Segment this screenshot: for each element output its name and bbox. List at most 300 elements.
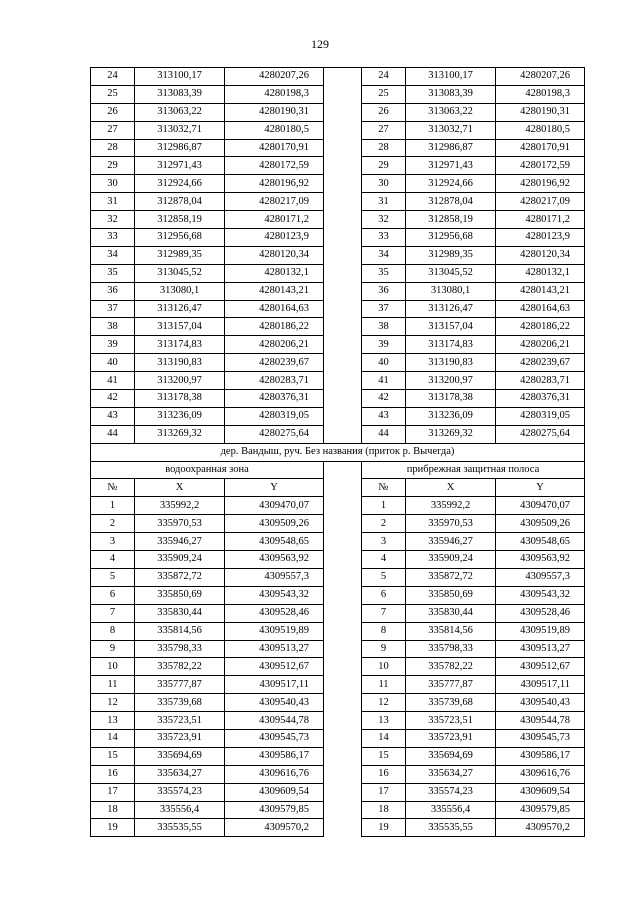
- right-point-number: 24: [362, 68, 406, 86]
- left-y-value: 4280186,22: [225, 318, 324, 336]
- right-x-value: 335830,44: [406, 604, 496, 622]
- table-row: [91, 157, 585, 175]
- left-y-value: 4309513,27: [225, 640, 324, 658]
- left-point-number: 5: [91, 568, 135, 586]
- right-x-value: 335992,2: [406, 497, 496, 515]
- right-point-number: 17: [362, 783, 406, 801]
- left-x-value: 335872,72: [135, 568, 225, 586]
- left-point-number: 43: [91, 407, 135, 425]
- column-gap: [324, 479, 362, 497]
- left-x-value: 312956,68: [135, 229, 225, 247]
- left-point-number: 38: [91, 318, 135, 336]
- left-x-value: 313100,17: [135, 68, 225, 86]
- left-x-value: 335535,55: [135, 819, 225, 837]
- right-x-value: 335814,56: [406, 622, 496, 640]
- table-row: [91, 121, 585, 139]
- right-x-value: 313236,09: [406, 407, 496, 425]
- right-point-number: 11: [362, 676, 406, 694]
- right-x-value: 335777,87: [406, 676, 496, 694]
- right-point-number: 39: [362, 336, 406, 354]
- right-x-value: 335574,23: [406, 783, 496, 801]
- column-gap: [324, 157, 362, 175]
- table-row: [91, 229, 585, 247]
- right-point-number: 38: [362, 318, 406, 336]
- column-gap: [324, 658, 362, 676]
- right-point-number: 3: [362, 533, 406, 551]
- column-gap: [324, 425, 362, 443]
- left-y-value: 4309517,11: [225, 676, 324, 694]
- left-x-value: 335723,91: [135, 729, 225, 747]
- right-zone-title: прибрежная защитная полоса: [362, 461, 585, 479]
- table-row: [91, 551, 585, 569]
- table-row: [91, 604, 585, 622]
- right-x-value: 313032,71: [406, 121, 496, 139]
- right-y-value: 4280172,59: [496, 157, 585, 175]
- right-y-value: 4280239,67: [496, 354, 585, 372]
- right-y-value: 4280206,21: [496, 336, 585, 354]
- right-y-value: 4309517,11: [496, 676, 585, 694]
- left-point-number: 24: [91, 68, 135, 86]
- right-point-number: 5: [362, 568, 406, 586]
- right-y-value: 4309470,07: [496, 497, 585, 515]
- left-y-value: 4309609,54: [225, 783, 324, 801]
- left-y-value: 4309512,67: [225, 658, 324, 676]
- left-x-value: 312986,87: [135, 139, 225, 157]
- table-body-top: [91, 68, 585, 444]
- right-y-value: 4280180,5: [496, 121, 585, 139]
- left-point-number: 2: [91, 515, 135, 533]
- right-point-number: 18: [362, 801, 406, 819]
- left-point-number: 39: [91, 336, 135, 354]
- right-x-value: 312989,35: [406, 246, 496, 264]
- column-gap: [324, 211, 362, 229]
- table-row: [91, 819, 585, 837]
- right-point-number: 34: [362, 246, 406, 264]
- right-y-value: 4280190,31: [496, 103, 585, 121]
- left-y-value: 4309586,17: [225, 747, 324, 765]
- left-y-value: 4309544,78: [225, 712, 324, 730]
- coordinates-table: [90, 67, 585, 837]
- left-x-value: 335723,51: [135, 712, 225, 730]
- table-row: [91, 336, 585, 354]
- right-y-value: 4309557,3: [496, 568, 585, 586]
- right-y-value: 4309545,73: [496, 729, 585, 747]
- left-y-value: 4309519,89: [225, 622, 324, 640]
- left-x-value: 312858,19: [135, 211, 225, 229]
- left-point-number: 7: [91, 604, 135, 622]
- left-point-number: 10: [91, 658, 135, 676]
- left-x-value: 313080,1: [135, 282, 225, 300]
- left-point-number: 15: [91, 747, 135, 765]
- column-gap: [324, 372, 362, 390]
- right-point-number: 2: [362, 515, 406, 533]
- table-body-bottom: [91, 497, 585, 837]
- right-y-value: 4280217,09: [496, 193, 585, 211]
- right-y-value: 4280120,34: [496, 246, 585, 264]
- column-gap: [324, 246, 362, 264]
- right-x-value: 312878,04: [406, 193, 496, 211]
- column-gap: [324, 783, 362, 801]
- left-x-value: 313178,38: [135, 390, 225, 408]
- left-point-number: 31: [91, 193, 135, 211]
- left-point-number: 36: [91, 282, 135, 300]
- left-x-value: 313200,97: [135, 372, 225, 390]
- left-y-value: 4309528,46: [225, 604, 324, 622]
- right-y-value: 4280164,63: [496, 300, 585, 318]
- right-x-value: 312924,66: [406, 175, 496, 193]
- column-gap: [324, 765, 362, 783]
- left-x-value: 335777,87: [135, 676, 225, 694]
- table-row: [91, 407, 585, 425]
- table-row: [91, 765, 585, 783]
- column-gap: [324, 533, 362, 551]
- table-row: [91, 568, 585, 586]
- left-y-value: 4280171,2: [225, 211, 324, 229]
- column-gap: [324, 747, 362, 765]
- left-x-value: 335814,56: [135, 622, 225, 640]
- left-x-value: 313269,32: [135, 425, 225, 443]
- left-y-value: 4309579,85: [225, 801, 324, 819]
- left-y-value: 4280319,05: [225, 407, 324, 425]
- right-x-value: 313080,1: [406, 282, 496, 300]
- right-y-value: 4280376,31: [496, 390, 585, 408]
- left-x-value: 335782,22: [135, 658, 225, 676]
- column-gap: [324, 568, 362, 586]
- right-point-number: 26: [362, 103, 406, 121]
- table-row: [91, 193, 585, 211]
- right-x-value: 313190,83: [406, 354, 496, 372]
- left-x-value: 335830,44: [135, 604, 225, 622]
- page-number: 129: [311, 37, 329, 51]
- right-y-value: 4280196,92: [496, 175, 585, 193]
- column-header-number: №: [362, 479, 406, 497]
- right-point-number: 35: [362, 264, 406, 282]
- left-point-number: 33: [91, 229, 135, 247]
- column-gap: [324, 390, 362, 408]
- column-gap: [324, 103, 362, 121]
- left-point-number: 25: [91, 85, 135, 103]
- right-point-number: 42: [362, 390, 406, 408]
- right-x-value: 313269,32: [406, 425, 496, 443]
- right-x-value: 313045,52: [406, 264, 496, 282]
- right-y-value: 4280283,71: [496, 372, 585, 390]
- left-point-number: 1: [91, 497, 135, 515]
- left-point-number: 27: [91, 121, 135, 139]
- right-y-value: 4309586,17: [496, 747, 585, 765]
- right-x-value: 312858,19: [406, 211, 496, 229]
- column-header-y: Y: [225, 479, 324, 497]
- column-gap: [324, 586, 362, 604]
- left-x-value: 335556,4: [135, 801, 225, 819]
- right-y-value: 4280143,21: [496, 282, 585, 300]
- right-point-number: 27: [362, 121, 406, 139]
- left-y-value: 4280198,3: [225, 85, 324, 103]
- left-x-value: 335739,68: [135, 694, 225, 712]
- left-y-value: 4309548,65: [225, 533, 324, 551]
- left-point-number: 8: [91, 622, 135, 640]
- right-x-value: 335850,69: [406, 586, 496, 604]
- left-x-value: 335946,27: [135, 533, 225, 551]
- column-gap: [324, 229, 362, 247]
- left-x-value: 313126,47: [135, 300, 225, 318]
- left-x-value: 312878,04: [135, 193, 225, 211]
- column-gap: [324, 461, 362, 479]
- right-y-value: 4309616,76: [496, 765, 585, 783]
- right-y-value: 4280171,2: [496, 211, 585, 229]
- right-x-value: 335723,91: [406, 729, 496, 747]
- right-point-number: 12: [362, 694, 406, 712]
- left-x-value: 335634,27: [135, 765, 225, 783]
- right-x-value: 335535,55: [406, 819, 496, 837]
- right-y-value: 4309544,78: [496, 712, 585, 730]
- right-point-number: 41: [362, 372, 406, 390]
- right-y-value: 4309519,89: [496, 622, 585, 640]
- column-gap: [324, 300, 362, 318]
- section-header: [91, 443, 585, 497]
- table-row: [91, 729, 585, 747]
- table-row: [91, 712, 585, 730]
- left-x-value: 335694,69: [135, 747, 225, 765]
- left-point-number: 29: [91, 157, 135, 175]
- left-point-number: 28: [91, 139, 135, 157]
- table-row: [91, 676, 585, 694]
- table-row: [91, 694, 585, 712]
- right-y-value: 4280186,22: [496, 318, 585, 336]
- table-row: [91, 68, 585, 86]
- left-y-value: 4309509,26: [225, 515, 324, 533]
- table-row: [91, 318, 585, 336]
- right-x-value: 313178,38: [406, 390, 496, 408]
- table-row: [91, 246, 585, 264]
- right-x-value: 335872,72: [406, 568, 496, 586]
- left-x-value: 313045,52: [135, 264, 225, 282]
- table-row: [91, 586, 585, 604]
- left-y-value: 4280206,21: [225, 336, 324, 354]
- table-row: [91, 103, 585, 121]
- column-gap: [324, 85, 362, 103]
- table-row: [91, 175, 585, 193]
- left-point-number: 42: [91, 390, 135, 408]
- table-row: [91, 282, 585, 300]
- right-y-value: 4309513,27: [496, 640, 585, 658]
- left-y-value: 4280123,9: [225, 229, 324, 247]
- table-row: [91, 372, 585, 390]
- left-point-number: 14: [91, 729, 135, 747]
- left-point-number: 19: [91, 819, 135, 837]
- column-gap: [324, 604, 362, 622]
- right-point-number: 33: [362, 229, 406, 247]
- column-gap: [324, 694, 362, 712]
- left-y-value: 4309543,32: [225, 586, 324, 604]
- column-gap: [324, 640, 362, 658]
- right-y-value: 4309543,32: [496, 586, 585, 604]
- table-row: [91, 354, 585, 372]
- column-gap: [324, 139, 362, 157]
- right-point-number: 7: [362, 604, 406, 622]
- left-point-number: 13: [91, 712, 135, 730]
- column-gap: [324, 282, 362, 300]
- table-row: [91, 515, 585, 533]
- column-gap: [324, 264, 362, 282]
- right-x-value: 313100,17: [406, 68, 496, 86]
- left-point-number: 35: [91, 264, 135, 282]
- column-gap: [324, 729, 362, 747]
- right-x-value: 335909,24: [406, 551, 496, 569]
- left-x-value: 313083,39: [135, 85, 225, 103]
- left-zone-title: водоохранная зона: [91, 461, 324, 479]
- right-point-number: 9: [362, 640, 406, 658]
- left-y-value: 4280132,1: [225, 264, 324, 282]
- table-row: [91, 139, 585, 157]
- left-point-number: 12: [91, 694, 135, 712]
- right-x-value: 335970,53: [406, 515, 496, 533]
- table-row: [91, 801, 585, 819]
- left-x-value: 312971,43: [135, 157, 225, 175]
- right-y-value: 4280132,1: [496, 264, 585, 282]
- right-y-value: 4280170,91: [496, 139, 585, 157]
- right-x-value: 312971,43: [406, 157, 496, 175]
- table-row: [91, 425, 585, 443]
- right-y-value: 4309512,67: [496, 658, 585, 676]
- left-point-number: 17: [91, 783, 135, 801]
- right-point-number: 19: [362, 819, 406, 837]
- left-x-value: 313174,83: [135, 336, 225, 354]
- column-gap: [324, 175, 362, 193]
- right-y-value: 4309579,85: [496, 801, 585, 819]
- left-point-number: 3: [91, 533, 135, 551]
- left-y-value: 4280207,26: [225, 68, 324, 86]
- left-y-value: 4280120,34: [225, 246, 324, 264]
- right-point-number: 32: [362, 211, 406, 229]
- column-gap: [324, 121, 362, 139]
- left-point-number: 30: [91, 175, 135, 193]
- right-y-value: 4309540,43: [496, 694, 585, 712]
- right-y-value: 4280319,05: [496, 407, 585, 425]
- column-gap: [324, 712, 362, 730]
- right-x-value: 335946,27: [406, 533, 496, 551]
- column-gap: [324, 622, 362, 640]
- right-point-number: 36: [362, 282, 406, 300]
- right-point-number: 15: [362, 747, 406, 765]
- right-y-value: 4280198,3: [496, 85, 585, 103]
- left-x-value: 312924,66: [135, 175, 225, 193]
- table-row: [91, 622, 585, 640]
- right-x-value: 312956,68: [406, 229, 496, 247]
- right-x-value: 313174,83: [406, 336, 496, 354]
- right-point-number: 28: [362, 139, 406, 157]
- left-y-value: 4280283,71: [225, 372, 324, 390]
- right-point-number: 10: [362, 658, 406, 676]
- column-gap: [324, 318, 362, 336]
- left-point-number: 26: [91, 103, 135, 121]
- right-x-value: 335556,4: [406, 801, 496, 819]
- right-y-value: 4309528,46: [496, 604, 585, 622]
- column-gap: [324, 819, 362, 837]
- right-x-value: 335694,69: [406, 747, 496, 765]
- left-point-number: 6: [91, 586, 135, 604]
- right-x-value: 313083,39: [406, 85, 496, 103]
- table-row: [91, 533, 585, 551]
- left-y-value: 4280180,5: [225, 121, 324, 139]
- left-x-value: 335850,69: [135, 586, 225, 604]
- right-x-value: 335798,33: [406, 640, 496, 658]
- left-y-value: 4280143,21: [225, 282, 324, 300]
- column-gap: [324, 193, 362, 211]
- left-x-value: 312989,35: [135, 246, 225, 264]
- table-row: [91, 497, 585, 515]
- left-point-number: 40: [91, 354, 135, 372]
- column-gap: [324, 68, 362, 86]
- table-row: [91, 211, 585, 229]
- left-x-value: 313063,22: [135, 103, 225, 121]
- right-x-value: 313157,04: [406, 318, 496, 336]
- left-y-value: 4309616,76: [225, 765, 324, 783]
- right-y-value: 4309548,65: [496, 533, 585, 551]
- left-point-number: 41: [91, 372, 135, 390]
- table-row: [91, 300, 585, 318]
- column-header-y: Y: [496, 479, 585, 497]
- left-y-value: 4280239,67: [225, 354, 324, 372]
- right-point-number: 8: [362, 622, 406, 640]
- right-point-number: 1: [362, 497, 406, 515]
- right-point-number: 4: [362, 551, 406, 569]
- left-y-value: 4280376,31: [225, 390, 324, 408]
- left-x-value: 335970,53: [135, 515, 225, 533]
- column-gap: [324, 497, 362, 515]
- column-header-x: X: [406, 479, 496, 497]
- column-gap: [324, 801, 362, 819]
- right-x-value: 312986,87: [406, 139, 496, 157]
- left-x-value: 335574,23: [135, 783, 225, 801]
- right-x-value: 335634,27: [406, 765, 496, 783]
- right-x-value: 335782,22: [406, 658, 496, 676]
- left-point-number: 32: [91, 211, 135, 229]
- table-row: [91, 640, 585, 658]
- left-y-value: 4280170,91: [225, 139, 324, 157]
- right-y-value: 4309509,26: [496, 515, 585, 533]
- right-point-number: 16: [362, 765, 406, 783]
- right-point-number: 43: [362, 407, 406, 425]
- left-point-number: 11: [91, 676, 135, 694]
- left-point-number: 4: [91, 551, 135, 569]
- right-y-value: 4280207,26: [496, 68, 585, 86]
- column-header-number: №: [91, 479, 135, 497]
- table-row: [91, 658, 585, 676]
- right-point-number: 25: [362, 85, 406, 103]
- left-y-value: 4280164,63: [225, 300, 324, 318]
- table-row: [91, 390, 585, 408]
- left-x-value: 313032,71: [135, 121, 225, 139]
- right-y-value: 4309609,54: [496, 783, 585, 801]
- left-x-value: 335909,24: [135, 551, 225, 569]
- right-x-value: 335739,68: [406, 694, 496, 712]
- column-gap: [324, 551, 362, 569]
- right-point-number: 44: [362, 425, 406, 443]
- left-y-value: 4309545,73: [225, 729, 324, 747]
- right-point-number: 29: [362, 157, 406, 175]
- left-y-value: 4309540,43: [225, 694, 324, 712]
- left-point-number: 37: [91, 300, 135, 318]
- column-gap: [324, 407, 362, 425]
- left-point-number: 34: [91, 246, 135, 264]
- table-row: [91, 783, 585, 801]
- left-point-number: 18: [91, 801, 135, 819]
- left-y-value: 4309563,92: [225, 551, 324, 569]
- right-y-value: 4309570,2: [496, 819, 585, 837]
- table-row: [91, 85, 585, 103]
- right-point-number: 40: [362, 354, 406, 372]
- right-point-number: 6: [362, 586, 406, 604]
